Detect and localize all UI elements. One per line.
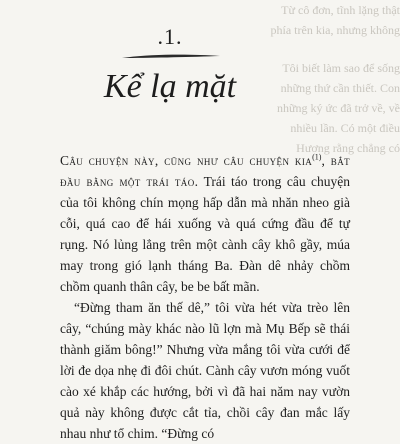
adjacent-line: Từ cô đơn, tĩnh lặng thật (281, 3, 400, 17)
paragraph-1-text: Trái táo trong câu chuyện của tôi không chín mọng hấp dẫn mà nhăn nheo già cỗi, quá cao để hái xuống và quá cứng đầu để tự rụng. Nó lủng lẳng trên một cành cây khô gầy, múa may trong gió lạnh tháng Ba. Đàn dê nhảy chồm chồm quanh thân cây, be be bất mãn. (60, 174, 350, 294)
adjacent-line: những ký ức đã trở về, về (277, 101, 400, 115)
paragraph-1 (60, 150, 350, 297)
chapter-number: .1. (157, 24, 183, 49)
chapter-title: Kể lạ mặt (103, 68, 237, 105)
adjacent-line: Hương rằng chẳng có (296, 141, 400, 155)
opening-small-caps: Câu chuyện này, cũng như câu chuyện kia (60, 153, 313, 168)
adjacent-line: nhiều lần. Có một điều (290, 121, 400, 135)
adjacent-line: những thứ cần thiết. Con (280, 81, 400, 95)
adjacent-line: Tôi biết làm sao để sống (282, 61, 400, 75)
footnote-mark: (1) (312, 152, 322, 162)
adjacent-line: phía trên kia, nhưng không (270, 23, 400, 37)
decorative-swash-icon (120, 52, 222, 62)
paragraph-2: “Đừng tham ăn thế dê,” tôi vừa hét vừa trèo lên cây, “chúng mày khác nào lũ lợn mà Mụ Bếp sẽ thái thành giăm bông!” Nhưng vừa mắng tôi vừa cưới để lời đe dọa nhẹ đi đôi chút. Cành cây vươn móng vuốt cào xé khắp các hướng, bởi vì đã hai năm nay vườn quả này không được cắt tỉa, chồi cây đan mắc lấy nhau như tổ chim. “Đừng có (60, 300, 350, 441)
opening-small-caps-2: , bắt đầu bằng một trái táo. (60, 153, 350, 189)
